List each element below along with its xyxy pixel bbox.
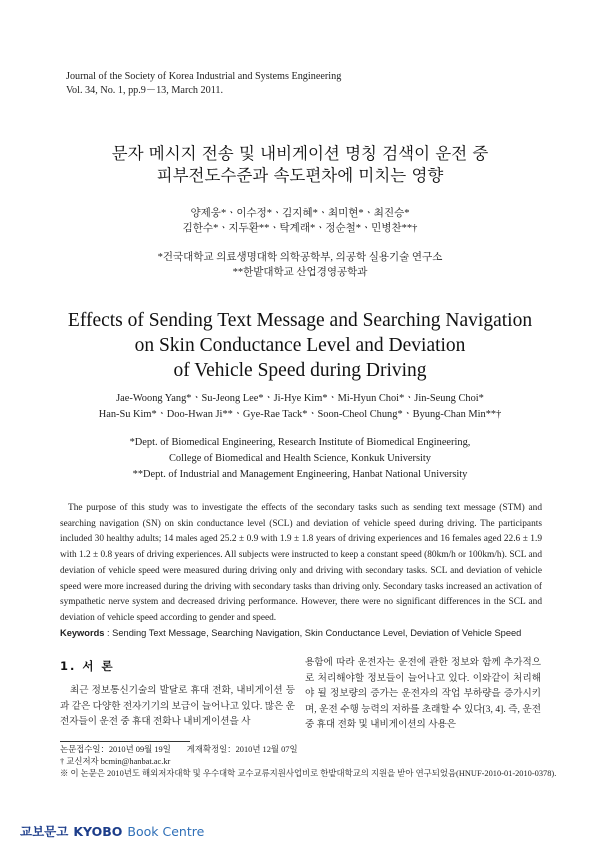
footnote-dates <box>60 744 556 756</box>
title-korean <box>0 143 600 187</box>
funding-note: ※ 이 논문은 2010년도 해외저자대학 및 우수대학 교수교류지원사업비로 한밭대학교의 지원을 받아 연구되었음(HNUF-2010-01-2010-0378). <box>60 769 557 778</box>
accepted-date: 게재확정일：2010년 12월 07일 <box>186 745 298 754</box>
authors-korean-line1: 양제웅*ㆍ이수정*ㆍ김지혜*ㆍ최미현*ㆍ최진승* <box>190 208 410 219</box>
body-left-text: 최근 정보통신기술의 발달로 휴대 전화, 내비게이션 등과 같은 다양한 전자기기의 보급이 늘어나고 있다. 많은 운전자들이 운전 중 휴대 전화나 내비게이션을 사 <box>60 685 295 727</box>
kyobo-logo-text: KYOBO <box>73 824 123 839</box>
title-korean-line1: 문자 메시지 전송 및 내비게이션 명칭 검색이 운전 중 <box>111 144 489 163</box>
body-right-text: 용함에 따라 운전자는 운전에 관한 정보와 함께 추가적으로 처리해야할 정보들이 늘어나고 있다. 이와같이 처리해야 될 정보량의 증가는 운전자의 작업 부하량을 증가시키며, 운전 수행 능력의 저하를 초래할 수 있다[3, 4]. 즉, 운전 중 휴대 전화 및 내비게이션의 사용은 <box>305 657 541 730</box>
kyobo-logo-bookcentre: Book Centre <box>127 824 205 839</box>
affiliation-english-line3: **Dept. of Industrial and Management Engineering, Hanbat National University <box>132 469 468 480</box>
authors-english <box>0 391 600 423</box>
received-date: 논문접수일：2010년 09월 19일 <box>60 745 171 754</box>
journal-volume: Vol. 34, No. 1, pp.9－13, March 2011. <box>66 84 224 96</box>
affiliation-korean-line1: *건국대학교 의료생명대학 의학공학부, 의공학 실용기술 연구소 <box>157 252 443 263</box>
corresponding-author: † 교신저자 bcmin@hanbat.ac.kr <box>60 757 171 766</box>
affiliations-korean <box>0 250 600 280</box>
section-heading-introduction: 1. 서 론 <box>60 659 115 673</box>
title-english-line3: of Vehicle Speed during Driving <box>173 360 427 381</box>
affiliation-korean-line2: **한밭대학교 산업경영공학과 <box>232 267 368 278</box>
kyobo-logo <box>20 822 204 840</box>
footnotes <box>60 744 556 780</box>
title-english <box>0 308 600 383</box>
affiliations-english <box>0 435 600 483</box>
journal-header <box>66 70 341 97</box>
authors-english-line1: Jae-Woong Yang*ㆍSu-Jeong Lee*ㆍJi-Hye Kim*ㆍMi-Hyun Choi*ㆍJin-Seung Choi* <box>116 393 484 404</box>
body-column-left <box>60 683 295 730</box>
abstract <box>60 501 542 627</box>
abstract-text: The purpose of this study was to investigate the effects of the secondary tasks such as sending text message (STM) and searching navigation (SN) on skin conductance level (SCL) and deviation of vehicle speed during driving. The participants included 30 healthy adults; 14 males aged 25.2 ± 0.9 with 1.9 ± 1.8 years of driving experiences and 16 females aged 22.6 ± 1.9 with 1.2 ± 0.8 years of driving experiences. All subjects were instructed to keep a constant speed (80km/h or 100km/h). SCL and deviation of vehicle speed were measured during driving only and driving with secondary tasks. SCL and deviation of vehicle speed were more increased during the driving with secondary tasks than driving only. Secondary tasks increased an activation of sympathetic nerve system and decreased driving performance. However, there were no significant differences in the SCL and deviation of vehicle speed according to gender and speed. <box>60 503 542 623</box>
keywords <box>60 626 542 640</box>
keywords-text: : Sending Text Message, Searching Navigation, Skin Conductance Level, Deviation of Vehicle Speed <box>104 628 522 638</box>
footnote-divider <box>60 741 190 742</box>
title-english-line2: on Skin Conductance Level and Deviation <box>134 335 466 356</box>
title-english-line1: Effects of Sending Text Message and Searching Navigation <box>67 310 533 331</box>
journal-name: Journal of the Society of Korea Industrial and Systems Engineering <box>66 71 342 82</box>
authors-english-line2: Han-Su Kim*ㆍDoo-Hwan Ji**ㆍGye-Rae Tack*ㆍSoon-Cheol Chung*ㆍByung-Chan Min**† <box>98 409 502 420</box>
keywords-label: Keywords <box>60 628 105 638</box>
affiliation-english-line2: College of Biomedical and Health Science, Konkuk University <box>168 453 431 464</box>
body-column-right <box>305 655 541 733</box>
title-korean-line2: 피부전도수준과 속도편차에 미치는 영향 <box>156 166 444 185</box>
authors-korean <box>0 206 600 236</box>
kyobo-logo-korean: 교보문고 <box>20 824 69 839</box>
affiliation-english-line1: *Dept. of Biomedical Engineering, Research Institute of Biomedical Engineering, <box>129 437 471 448</box>
authors-korean-line2: 김한수*ㆍ지두환**ㆍ탁계래*ㆍ정순철*ㆍ민병찬**† <box>182 223 418 234</box>
